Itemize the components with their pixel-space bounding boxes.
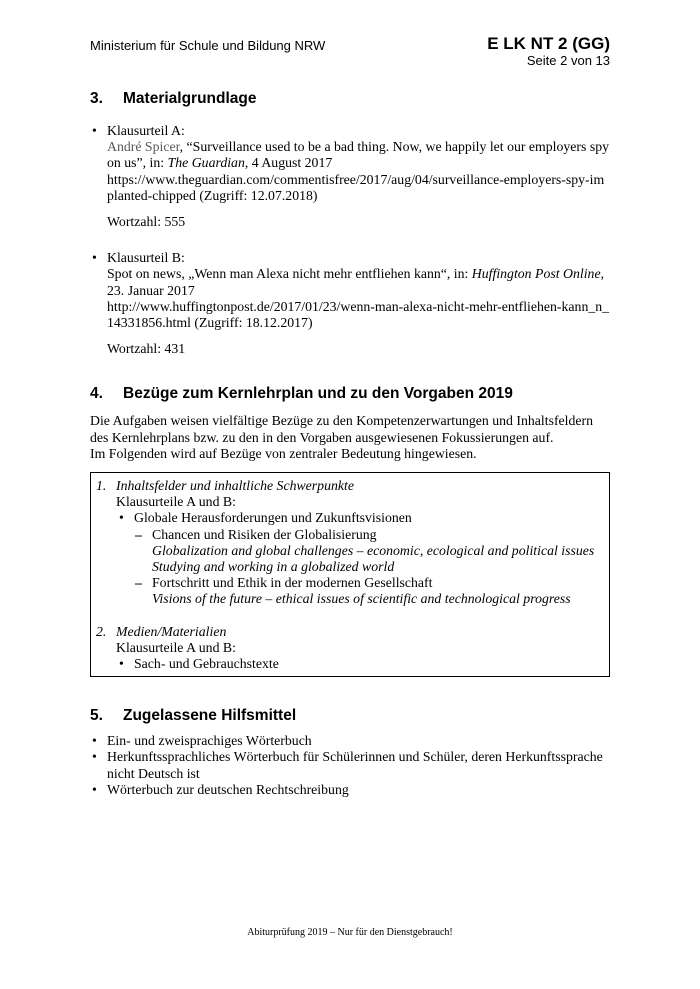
bullet-icon: • (92, 250, 97, 266)
section-5-heading (90, 707, 610, 725)
section-number: 4. (90, 385, 103, 403)
material-b-wordcount: Wortzahl: 431 (107, 341, 186, 357)
section-title: Materialgrundlage (123, 90, 257, 107)
focus-text: Globalization and global challenges – economic, ecological and political issues (152, 542, 595, 558)
bullet-icon: • (119, 656, 124, 672)
aids-list (90, 733, 610, 798)
dash-text: Fortschritt und Ethik in der modernen Gesellschaft (152, 575, 433, 591)
item-number: 2. (96, 623, 107, 639)
bullet-icon: • (92, 123, 97, 138)
item-title: Medien/Materialien (116, 623, 227, 639)
material-a (90, 123, 610, 204)
material-a-url[interactable]: https://www.theguardian.com/commentisfree/2017/aug/04/surveillance-employers-spy-implanted-chipped (107, 171, 605, 203)
focus-text: Studying and working in a globalized world (152, 559, 395, 575)
page-number: Seite 2 von 13 (526, 53, 610, 68)
list-item-text: Wörterbuch zur deutschen Rechtschreibung (107, 781, 349, 797)
list-item-text: Herkunftssprachliches Wörterbuch für Schülerinnen und Schüler, deren Herkunftssprache nicht Deutsch ist (107, 749, 603, 781)
material-b-access: (Zugriff: 18.12.2017) (190, 315, 313, 331)
exam-code: E LK NT 2 (GG) (487, 34, 610, 53)
box-bullet (116, 656, 603, 672)
material-a-link (107, 172, 610, 204)
material-b-citation (107, 266, 610, 298)
dash-icon: – (135, 575, 142, 591)
section-title: Zugelassene Hilfsmittel (123, 707, 297, 725)
material-a-title: , “Surveillance used to be a bad thing. Now, we happily let our employers spy on us”, in: (107, 139, 610, 171)
material-b (90, 250, 610, 331)
material-b-source: Huffington Post Online (471, 266, 601, 282)
document-body (90, 90, 610, 798)
dash-text: Chancen und Risiken der Globalisierung (152, 526, 377, 542)
section-4-heading (90, 385, 610, 403)
intro-paragraph: Die Aufgaben weisen vielfältige Bezüge zu den Kompetenzerwartungen und Inhaltsfeldern des Kernlehrplans bzw. zu den in den Vorgaben ausgewiesenen Fokussierungen auf. (90, 413, 594, 445)
bullet-icon: • (92, 749, 97, 765)
bullet-icon: • (92, 733, 97, 749)
material-b-link (107, 299, 610, 331)
section-4-intro (90, 413, 610, 462)
section-3-heading (90, 90, 610, 108)
box-item-1 (96, 478, 603, 608)
intro-note: Im Folgenden wird auf Bezüge von zentraler Bedeutung hingewiesen. (90, 445, 477, 461)
material-a-date: , 4 August 2017 (244, 155, 333, 171)
list-item-text: Ein- und zweisprachiges Wörterbuch (107, 733, 312, 749)
material-a-access: (Zugriff: 12.07.2018) (195, 187, 318, 203)
material-a-wordcount: Wortzahl: 555 (107, 214, 186, 230)
section-title: Bezüge zum Kernlehrplan und zu den Vorgaben 2019 (123, 385, 513, 403)
item-subtitle: Klausurteile A und B: (116, 639, 236, 655)
material-b-label: Klausurteil B: (107, 250, 185, 266)
list-item (90, 733, 610, 749)
material-b-date: , 23. Januar 2017 (107, 266, 605, 298)
curriculum-box (90, 472, 610, 677)
dash-icon: – (135, 526, 142, 542)
list-item (90, 749, 610, 781)
material-a-label: Klausurteil A: (107, 123, 185, 138)
item-number: 1. (96, 478, 107, 494)
material-a-author: André Spicer (107, 139, 180, 155)
item-subtitle: Klausurteile A und B: (116, 494, 236, 510)
header-ministry: Ministerium für Schule und Bildung NRW (90, 38, 326, 53)
dash-item-2 (134, 575, 603, 607)
item-title: Inhaltsfelder und inhaltliche Schwerpunkte (116, 478, 354, 494)
list-item (90, 782, 610, 798)
box-bullet (116, 510, 603, 607)
focus-text: Visions of the future – ethical issues of scientific and technological progress (152, 591, 571, 607)
material-a-citation (107, 139, 610, 171)
material-b-title: Spot on news, „Wenn man Alexa nicht mehr entfliehen kann“, in: (107, 266, 472, 282)
page-footer: Abiturprüfung 2019 – Nur für den Dienstgebrauch! (247, 927, 453, 938)
material-a-source: The Guardian (167, 155, 245, 171)
bullet-icon: • (119, 510, 124, 526)
dash-item-1 (134, 527, 603, 576)
section-number: 3. (90, 90, 103, 107)
header-right (487, 34, 610, 68)
bullet-text: Globale Herausforderungen und Zukunftsvisionen (134, 510, 412, 526)
material-b-url[interactable]: http://www.huffingtonpost.de/2017/01/23/wenn-man-alexa-nicht-mehr-entfliehen-kann_n_14331856.html (107, 298, 610, 331)
section-number: 5. (90, 707, 103, 725)
bullet-text: Sach- und Gebrauchstexte (134, 656, 279, 672)
box-item-2 (96, 624, 603, 673)
bullet-icon: • (92, 781, 97, 797)
